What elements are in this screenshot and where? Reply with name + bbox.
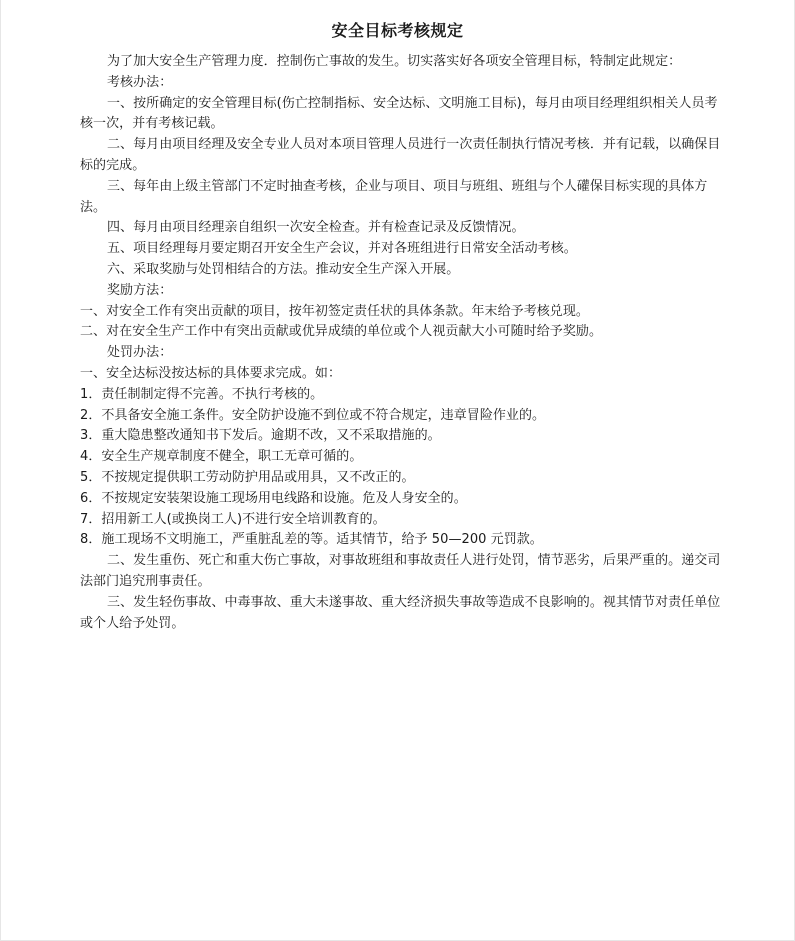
section-heading-assessment: 考核办法： xyxy=(107,74,173,90)
penalty-subitem-2: 2．不具备安全施工条件。安全防护设施不到位或不符合规定，违章冒险作业的。 xyxy=(80,407,546,423)
section-heading-penalty: 处罚办法： xyxy=(107,345,173,361)
section-heading-reward: 奖励方法： xyxy=(107,282,173,298)
document-body xyxy=(80,52,725,634)
assessment-item-5: 五、项目经理每月要定期召开安全生产会议，并对各班组进行日常安全活动考核。 xyxy=(107,241,577,257)
assessment-item-4: 四、每月由项目经理亲自组织一次安全检查。并有检查记录及反馈情况。 xyxy=(107,220,525,236)
assessment-item-1: 一、按所确定的安全管理目标(伤亡控制指标、安全达标、文明施工目标)，每月由项目经理组织相关人员考核一次，并有考核记载。 xyxy=(80,95,718,132)
penalty-subitem-3: 3．重大隐患整改通知书下发后。逾期不改，又不采取措施的。 xyxy=(80,428,441,444)
intro-paragraph: 为了加大安全生产管理力度．控制伤亡事故的发生。切实落实好各项安全管理目标，特制定此规定： xyxy=(107,54,682,69)
reward-item-1: 一、对安全工作有突出贡献的项目，按年初签定责任状的具体条款。年末给予考核兑现。 xyxy=(80,303,589,319)
penalty-subitem-5: 5．不按规定提供职工劳动防护用品或用具，又不改正的。 xyxy=(80,469,415,485)
assessment-item-6: 六、采取奖励与处罚相结合的方法。推动安全生产深入开展。 xyxy=(107,261,460,277)
penalty-item-3: 三、发生轻伤事故、中毒事故、重大未遂事故、重大经济损失事故等造成不良影响的。视其情节对责任单位或个人给予处罚。 xyxy=(80,594,721,631)
penalty-item-2: 二、发生重伤、死亡和重大伤亡事故，对事故班组和事故责任人进行处罚，情节恶劣，后果严重的。递交司法部门追究刑事责任。 xyxy=(80,553,721,589)
penalty-subitem-7: 7．招用新工人(或换岗工人)不进行安全培训教育的。 xyxy=(80,511,386,527)
assessment-item-3: 三、每年由上级主管部门不定时抽查考核，企业与项目、项目与班组、班组与个人礶保目标实现的具体方法。 xyxy=(80,178,708,215)
penalty-subitem-8: 8．施工现场不文明施工，严重脏乱差的等。适其情节，给予 50—200 元罚款。 xyxy=(80,532,543,548)
assessment-item-2: 二、每月由项目经理及安全专业人员对本项目管理人员进行一次责任制执行情况考核．并有记载，以确保目标的完成。 xyxy=(80,137,721,173)
document-title: 安全目标考核规定 xyxy=(331,21,464,40)
reward-item-2: 二、对在安全生产工作中有突出贡献或优异成绩的单位或个人视贡献大小可随时给予奖励。 xyxy=(80,324,603,340)
penalty-subitem-1: 1．责任制制定得不完善。不执行考核的。 xyxy=(80,386,324,402)
penalty-subitem-4: 4．安全生产规章制度不健全，职工无章可循的。 xyxy=(80,449,363,465)
penalty-subitem-6: 6．不按规定安装架设施工现场用电线路和设施。危及人身安全的。 xyxy=(80,490,467,506)
penalty-item-1: 一、安全达标没按达标的具体要求完成。如： xyxy=(80,365,342,381)
